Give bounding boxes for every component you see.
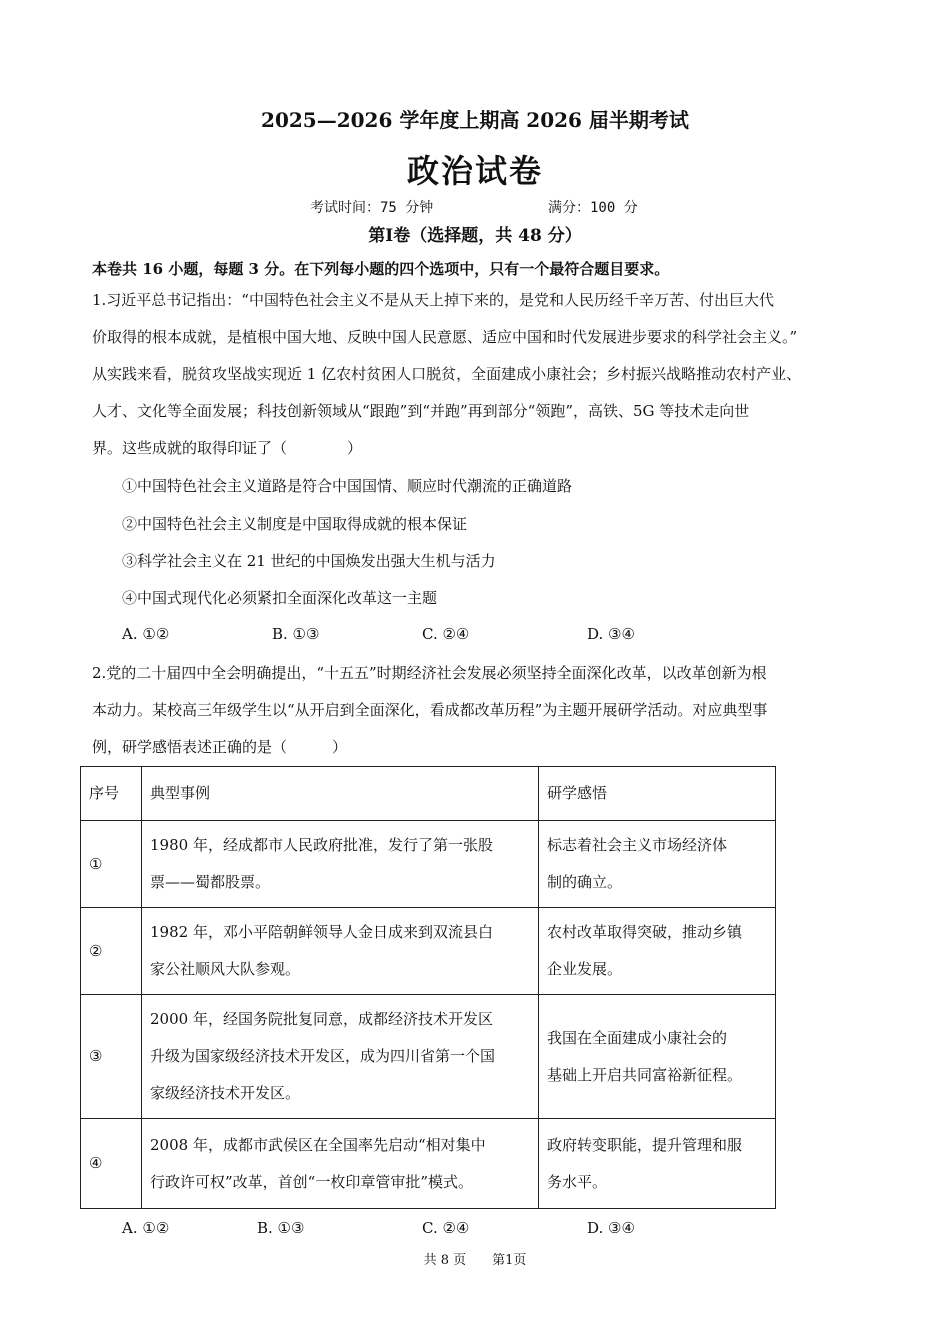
header-event: 典型事例 xyxy=(142,767,539,821)
full-score: 满分：100 分 xyxy=(548,200,638,216)
page-footer: 共 8 页 第1页 xyxy=(423,1253,527,1268)
row-event xyxy=(142,821,539,908)
q1-choice-d[interactable]: D. ③④ xyxy=(587,625,635,643)
cell-line: 家级经济技术开发区。 xyxy=(150,1084,301,1102)
exam-title: 2025—2026 学年度上期高 2026 届半期考试 xyxy=(261,108,689,132)
row-event xyxy=(142,995,539,1119)
q2-choice-a[interactable]: A. ①② xyxy=(122,1219,170,1237)
cell-line: 行政许可权”改革，首创“一枚印章管审批”模式。 xyxy=(150,1172,474,1191)
table-row xyxy=(81,1119,776,1209)
q1-choice-c[interactable]: C. ②④ xyxy=(422,625,470,643)
q2-choice-c[interactable]: C. ②④ xyxy=(422,1219,470,1237)
row-number: ④ xyxy=(81,1119,142,1209)
cell-line: 2008 年，成都市武侯区在全国率先启动“相对集中 xyxy=(150,1135,486,1154)
cell-line: 2000 年，经国务院批复同意，成都经济技术开发区 xyxy=(150,1010,493,1028)
cell-line: 标志着社会主义市场经济体 xyxy=(547,836,728,854)
question-line: 界。这些成就的取得印证了（ ） xyxy=(92,439,363,457)
header-insight: 研学感悟 xyxy=(539,767,776,821)
question-2-stem xyxy=(92,655,767,766)
instructions: 本卷共 16 小题，每题 3 分。在下列每小题的四个选项中，只有一个最符合题目要求。 xyxy=(92,260,670,278)
header-number: 序号 xyxy=(81,767,142,821)
row-insight xyxy=(539,1119,776,1209)
cell-line: 制的确立。 xyxy=(547,873,623,891)
q1-choice-a[interactable]: A. ①② xyxy=(122,625,170,643)
exam-time: 考试时间：75 分钟 xyxy=(310,200,434,216)
cell-line: 基础上开启共同富裕新征程。 xyxy=(547,1065,743,1084)
row-number: ② xyxy=(81,908,142,995)
q2-choices xyxy=(0,1219,950,1241)
question-line: 人才、文化等全面发展；科技创新领域从“跟跑”到“并跑”再到部分“领跑”，高铁、5G 等技术走向世 xyxy=(92,402,750,420)
table-row xyxy=(81,995,776,1119)
row-insight xyxy=(539,908,776,995)
question-line: 价取得的根本成就，是植根中国大地、反映中国人民意愿、适应中国和时代发展进步要求的科学社会主义。” xyxy=(92,328,798,346)
question-line: 从实践来看，脱贫攻坚战实现近 1 亿农村贫困人口脱贫，全面建成小康社会；乡村振兴战略推动农村产业、 xyxy=(92,365,802,383)
row-insight xyxy=(539,821,776,908)
cell-line: 1982 年，邓小平陪朝鲜领导人金日成来到双流县白 xyxy=(150,923,493,941)
section-title: 第Ⅰ卷（选择题，共 48 分） xyxy=(368,226,582,246)
q2-choice-d[interactable]: D. ③④ xyxy=(587,1219,635,1237)
case-table xyxy=(80,766,776,1209)
cell-line: 我国在全面建成小康社会的 xyxy=(547,1028,728,1047)
row-number: ① xyxy=(81,821,142,908)
q1-choices xyxy=(0,625,950,647)
question-line: 例，研学感悟表述正确的是（ ） xyxy=(92,738,348,756)
question-line: 本动力。某校高三年级学生以“从开启到全面深化，看成都改革历程”为主题开展研学活动。对应典型事 xyxy=(92,701,768,719)
q1-choice-b[interactable]: B. ①③ xyxy=(272,625,320,643)
question-line: 2.党的二十届四中全会明确提出，“十五五”时期经济社会发展必须坚持全面深化改革，以改革创新为根 xyxy=(92,664,767,682)
question-line: 1.习近平总书记指出：“中国特色社会主义不是从天上掉下来的，是党和人民历经千辛万苦、付出巨大代 xyxy=(92,291,774,309)
q2-choice-b[interactable]: B. ①③ xyxy=(257,1219,305,1237)
row-event xyxy=(142,1119,539,1209)
q1-statement-1: ①中国特色社会主义道路是符合中国国情、顺应时代潮流的正确道路 xyxy=(122,477,573,495)
cell-line: 升级为国家级经济技术开发区，成为四川省第一个国 xyxy=(150,1047,496,1065)
q1-statement-2: ②中国特色社会主义制度是中国取得成就的根本保证 xyxy=(122,515,468,533)
table-row xyxy=(81,821,776,908)
cell-line: 家公社顺风大队参观。 xyxy=(150,960,301,978)
cell-line: 企业发展。 xyxy=(547,960,623,978)
cell-line: 农村改革取得突破，推动乡镇 xyxy=(547,923,743,941)
cell-line: 1980 年，经成都市人民政府批准，发行了第一张股 xyxy=(150,836,493,854)
question-1-stem xyxy=(92,282,801,467)
row-event xyxy=(142,908,539,995)
table-row xyxy=(81,908,776,995)
row-number: ③ xyxy=(81,995,142,1119)
cell-line: 票——蜀都股票。 xyxy=(150,873,271,891)
q1-statement-4: ④中国式现代化必须紧扣全面深化改革这一主题 xyxy=(122,589,438,607)
cell-line: 务水平。 xyxy=(547,1172,608,1191)
table-header-row xyxy=(81,767,776,821)
cell-line: 政府转变职能，提升管理和服 xyxy=(547,1135,743,1154)
row-insight xyxy=(539,995,776,1119)
q1-statement-3: ③科学社会主义在 21 世纪的中国焕发出强大生机与活力 xyxy=(122,552,496,570)
subject-title: 政治试卷 xyxy=(406,152,543,190)
